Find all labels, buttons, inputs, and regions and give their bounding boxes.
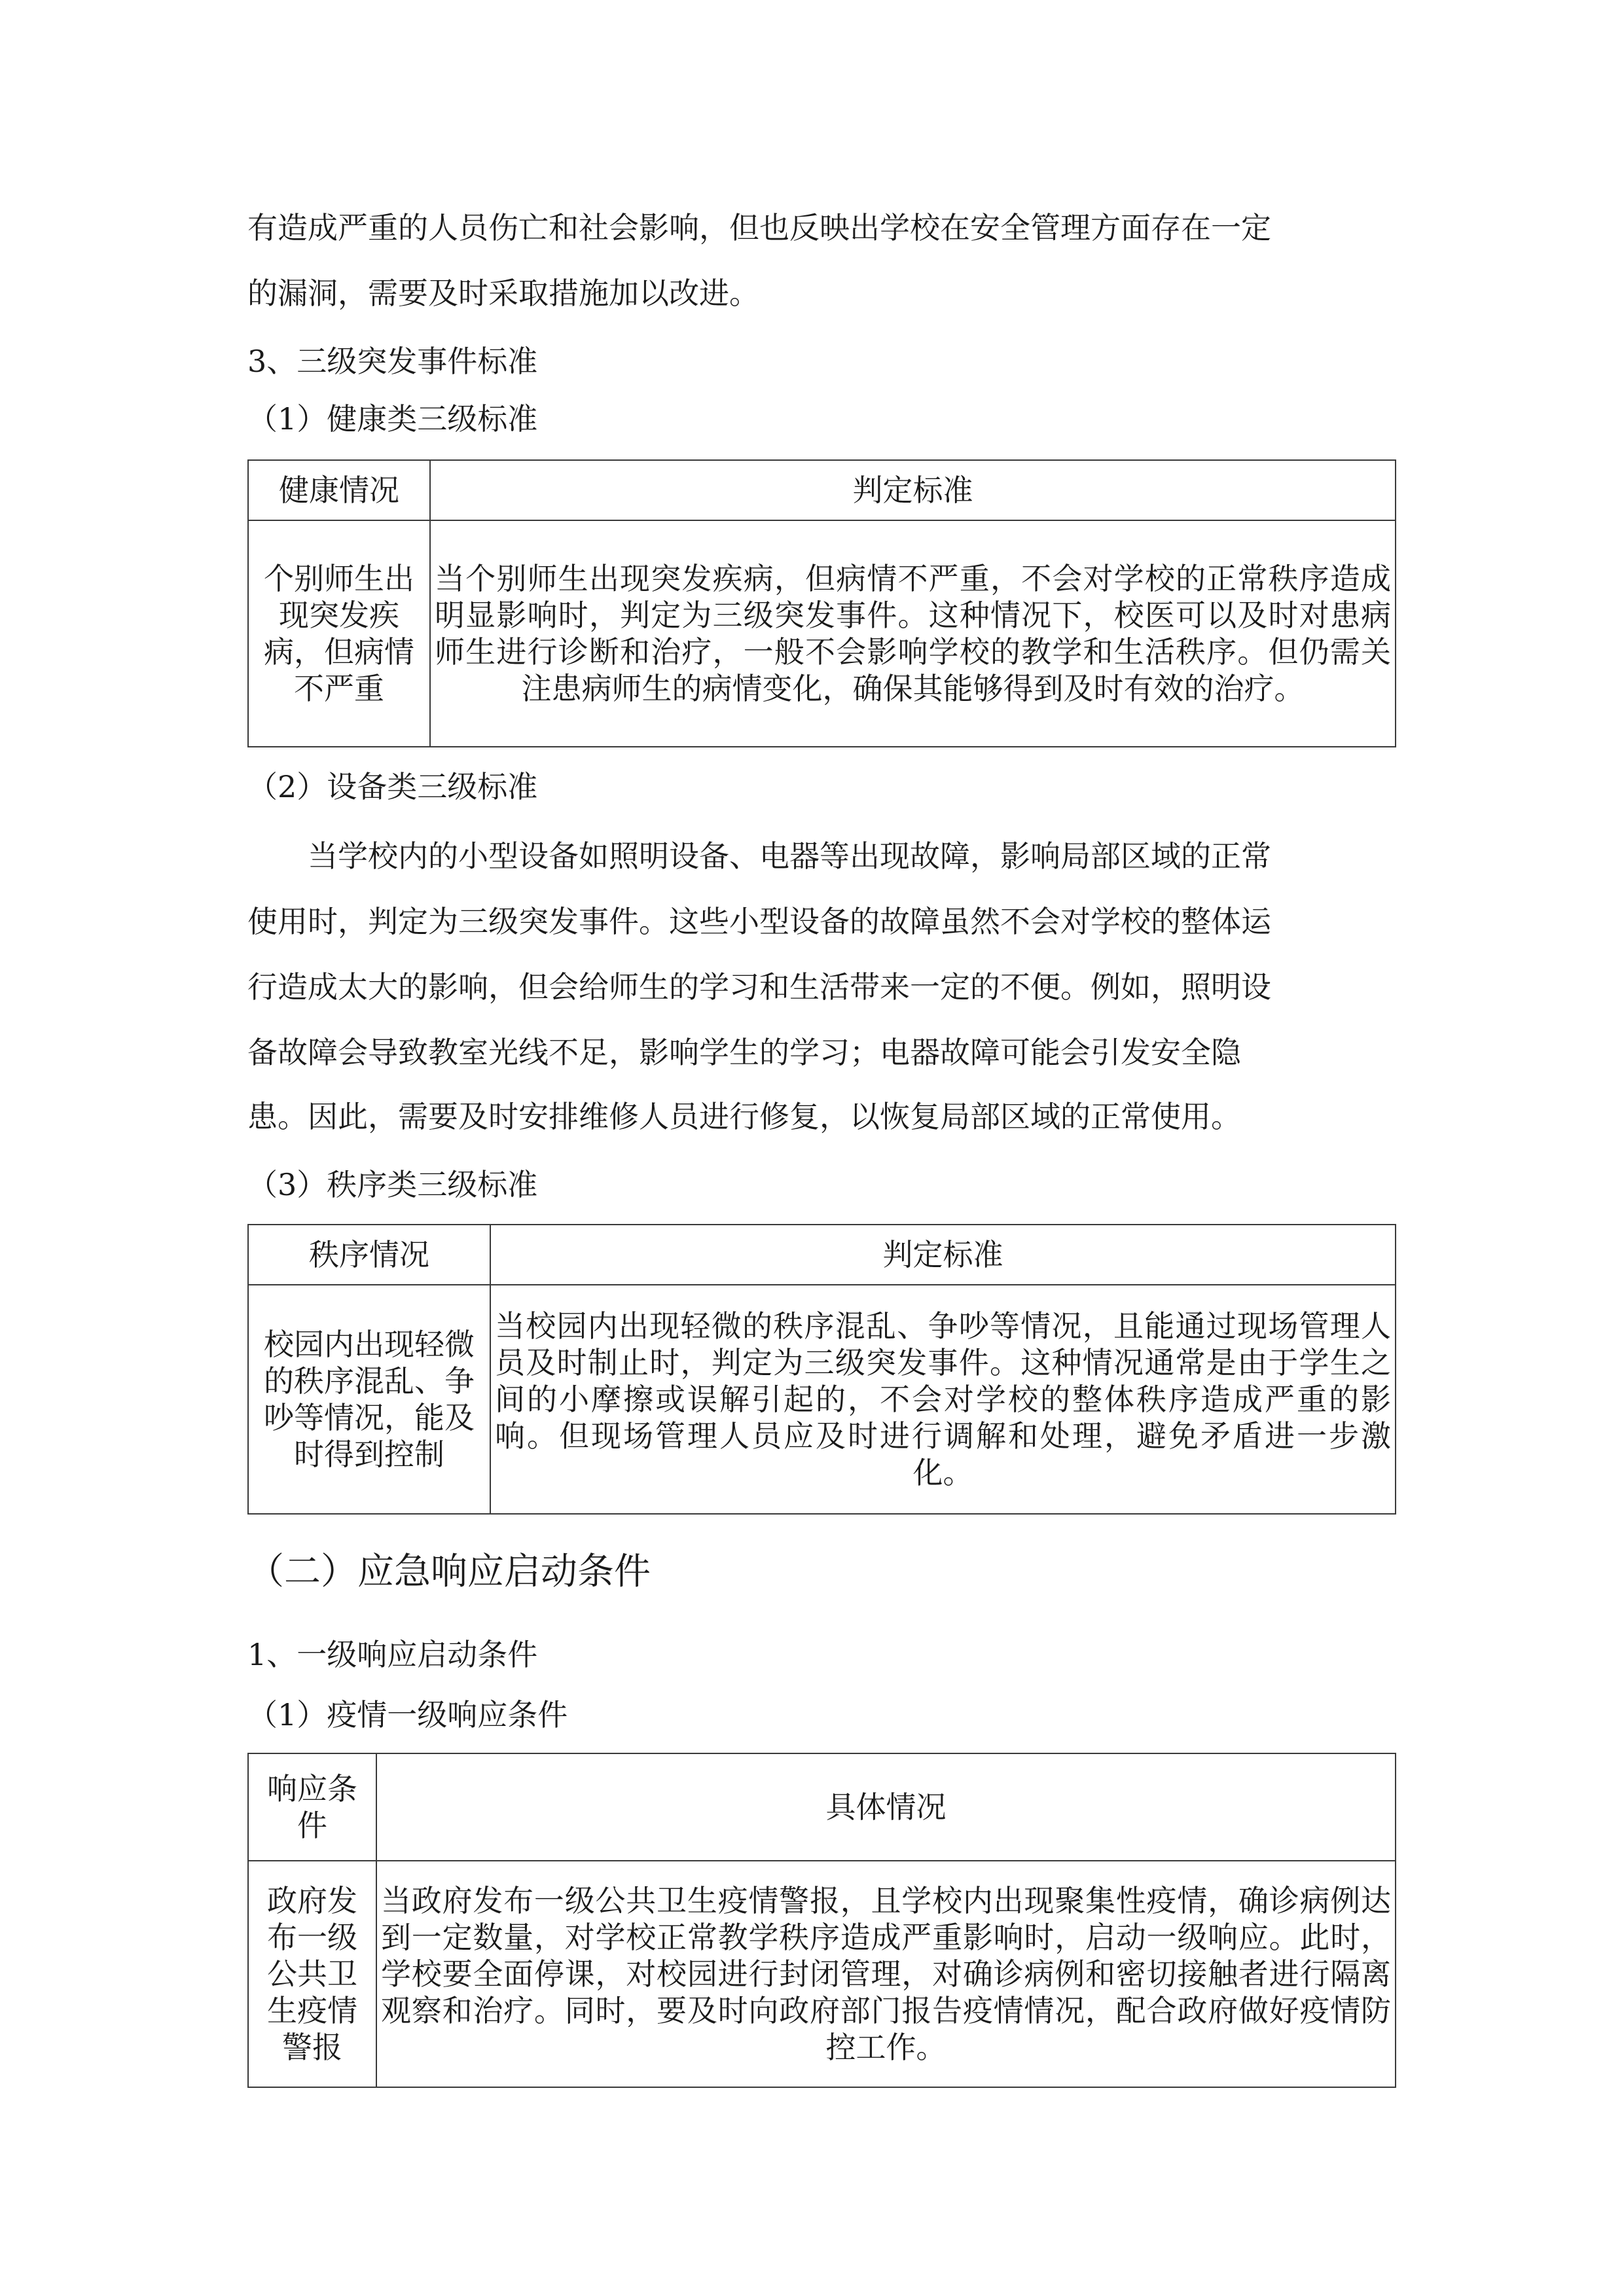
epidemic-table bbox=[247, 1753, 1396, 2088]
header-cell: 秩序情况 bbox=[248, 1225, 490, 1285]
header-cell: 健康情况 bbox=[248, 460, 430, 520]
epidemic-subtitle: （1）疫情一级响应条件 bbox=[247, 1697, 568, 1732]
health-table bbox=[247, 459, 1396, 747]
level1-title: 1、一级响应启动条件 bbox=[247, 1637, 538, 1672]
paragraph-line: 患。因此，需要及时安排维修人员进行修复，以恢复局部区域的正常使用。 bbox=[247, 1099, 1241, 1134]
table-header-row bbox=[248, 1753, 1396, 1861]
equipment-subtitle: （2）设备类三级标准 bbox=[247, 769, 538, 804]
table-row bbox=[248, 1285, 1396, 1514]
header-cell: 具体情况 bbox=[376, 1753, 1396, 1861]
section-heading: （二）应急响应启动条件 bbox=[247, 1551, 651, 1593]
order-table bbox=[247, 1224, 1396, 1515]
criteria-cell: 当个别师生出现突发疾病，但病情不严重，不会对学校的正常秩序造成明显影响时，判定为三级突发事件。这种情况下，校医可以及时对患病师生进行诊断和治疗，一般不会影响学校的教学和生活秩序。但仍需关注患病师生的病情变化，确保其能够得到及时有效的治疗。 bbox=[430, 520, 1396, 747]
intro-line-2: 的漏洞，需要及时采取措施加以改进。 bbox=[247, 276, 759, 311]
header-cell: 判定标准 bbox=[430, 460, 1396, 520]
criteria-cell: 当校园内出现轻微的秩序混乱、争吵等情况，且能通过现场管理人员及时制止时，判定为三级突发事件。这种情况通常是由于学生之间的小摩擦或误解引起的，不会对学校的整体秩序造成严重的影响。但现场管理人员应及时进行调解和处理，避免矛盾进一步激化。 bbox=[490, 1285, 1396, 1514]
table-row bbox=[248, 1861, 1396, 2087]
intro-line-1: 有造成严重的人员伤亡和社会影响，但也反映出学校在安全管理方面存在一定 bbox=[247, 210, 1271, 245]
table-row bbox=[248, 520, 1396, 747]
table-header-row bbox=[248, 1225, 1396, 1285]
paragraph-line: 备故障会导致教室光线不足，影响学生的学习；电器故障可能会引发安全隐 bbox=[247, 1035, 1241, 1070]
header-cell: 判定标准 bbox=[490, 1225, 1396, 1285]
condition-cell: 政府发布一级公共卫生疫情警报 bbox=[248, 1861, 376, 2087]
paragraph-line: 当学校内的小型设备如照明设备、电器等出现故障，影响局部区域的正常 bbox=[308, 838, 1271, 874]
order-subtitle: （3）秩序类三级标准 bbox=[247, 1167, 538, 1202]
section-title: 3、三级突发事件标准 bbox=[247, 344, 538, 379]
header-cell: 响应条件 bbox=[248, 1753, 376, 1861]
table-header-row bbox=[248, 460, 1396, 520]
condition-cell: 校园内出现轻微的秩序混乱、争吵等情况，能及时得到控制 bbox=[248, 1285, 490, 1514]
condition-cell: 个别师生出现突发疾病，但病情不严重 bbox=[248, 520, 430, 747]
paragraph-line: 使用时，判定为三级突发事件。这些小型设备的故障虽然不会对学校的整体运 bbox=[247, 904, 1271, 939]
criteria-cell: 当政府发布一级公共卫生疫情警报，且学校内出现聚集性疫情，确诊病例达到一定数量，对学校正常教学秩序造成严重影响时，启动一级响应。此时，学校要全面停课，对校园进行封闭管理，对确诊病例和密切接触者进行隔离观察和治疗。同时，要及时向政府部门报告疫情情况，配合政府做好疫情防控工作。 bbox=[376, 1861, 1396, 2087]
health-subtitle: （1）健康类三级标准 bbox=[247, 401, 538, 437]
paragraph-line: 行造成太大的影响，但会给师生的学习和生活带来一定的不便。例如，照明设 bbox=[247, 969, 1271, 1005]
